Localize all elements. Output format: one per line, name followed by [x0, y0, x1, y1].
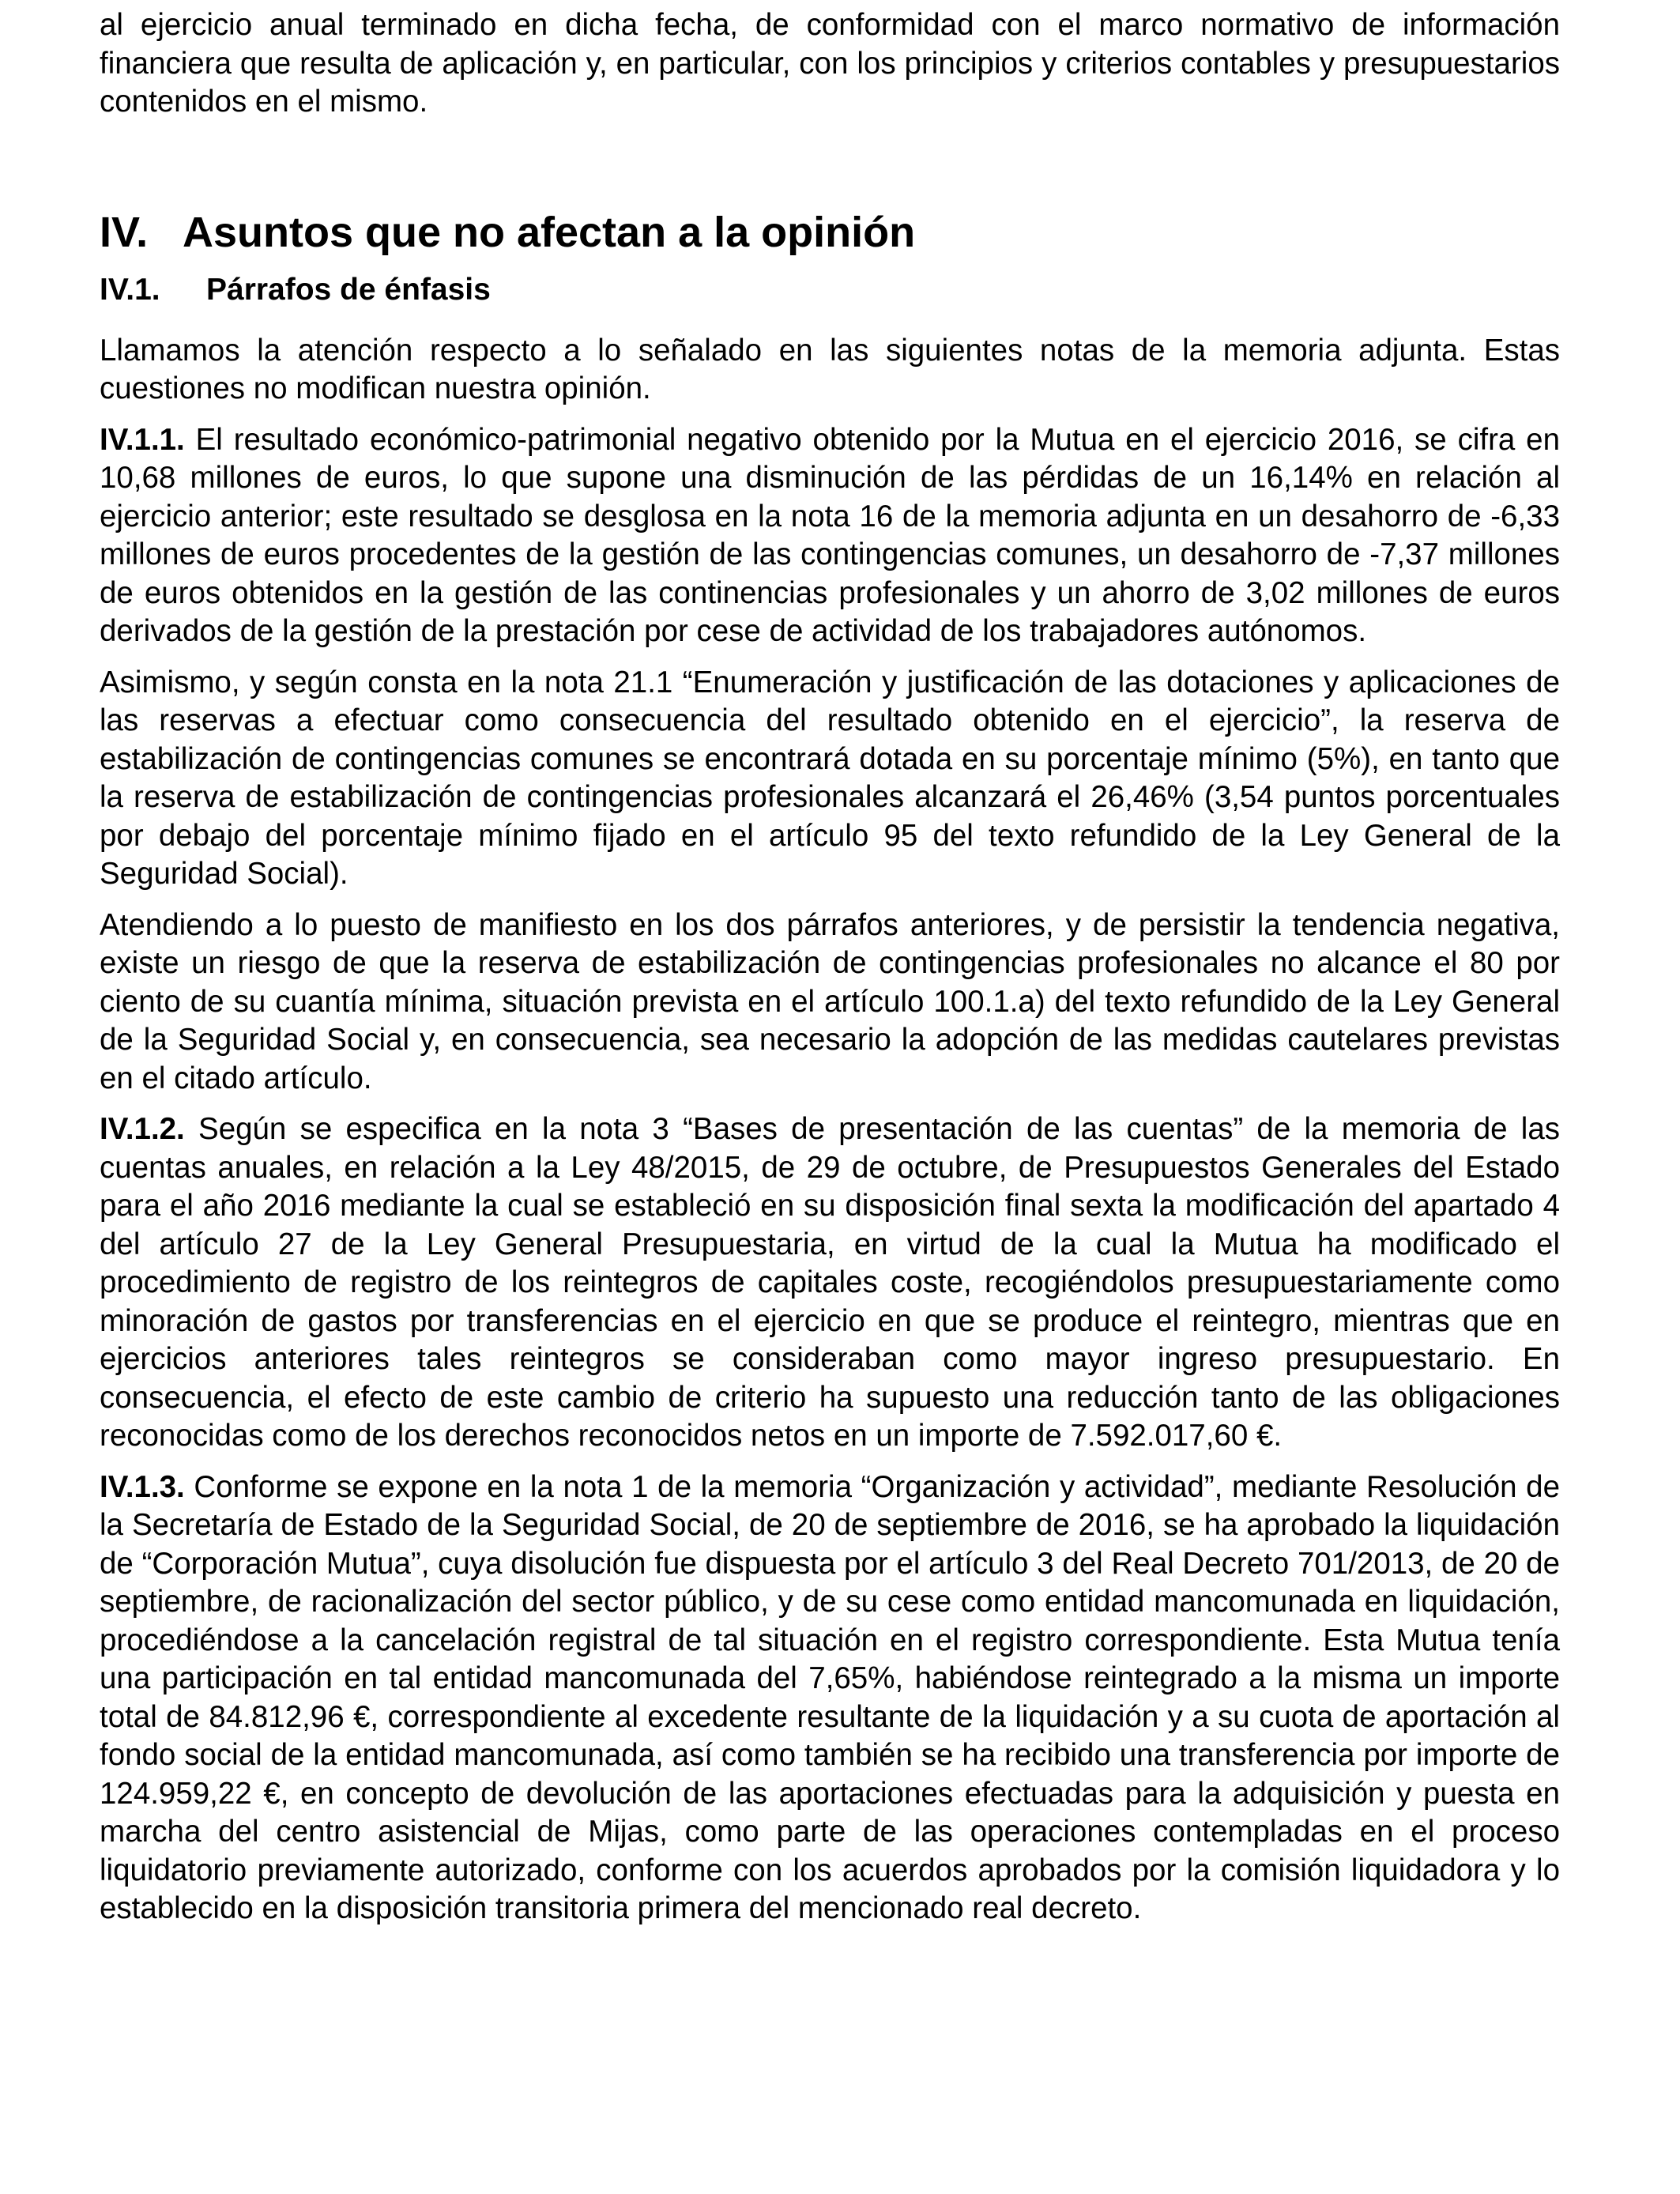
section-number: IV.: [100, 208, 149, 256]
subsection-number: IV.1.: [100, 272, 160, 307]
paragraph-iv-1-3: [100, 1468, 1560, 1928]
paragraph-asimismo: Asimismo, y según consta en la nota 21.1 “Enumeración y justificación de las dotaciones y aplicaciones de las reservas a efectuar como consecuencia del resultado obtenido en el ejercicio”, la reserva de estabilización de contingencias comunes se encontrará dotada en su porcentaje mínimo (5%), en tanto que la reserva de estabilización de contingencias profesionales alcanzará el 26,46% (3,54 puntos porcentuales por debajo del porcentaje mínimo fijado en el artículo 95 del texto refundido de la Ley General de la Seguridad Social).: [100, 665, 1560, 891]
paragraph-iv-1-1: [100, 421, 1560, 651]
paragraph-label: IV.1.2.: [100, 1112, 185, 1146]
paragraph-text: Según se especifica en la nota 3 “Bases de presentación de las cuentas” de la memoria de las cuentas anuales, en relación a la Ley 48/2015, de 29 de octubre, de Presupuestos Generales del Estado para el año 2016 mediante la cual se estableció en su disposición final sexta la modificación del apartado 4 del artículo 27 de la Ley General Presupuestaria, en virtud de la cual la Mutua ha modificado el procedimiento de registro de los reintegros de capitales coste, recogiéndolos presupuestariamente como minoración de gastos por transferencias en el ejercicio en que se produce el reintegro, mientras que en ejercicios anteriores tales reintegros se consideraban como mayor ingreso presupuestario. En consecuencia, el efecto de este cambio de criterio ha supuesto una reducción tanto de las obligaciones reconocidas como de los derechos reconocidos netos en un importe de 7.592.017,60 €.: [100, 1112, 1560, 1453]
paragraph-iv-1-2: [100, 1110, 1560, 1456]
paragraph-label: IV.1.3.: [100, 1469, 185, 1504]
subsection-heading: [100, 270, 1560, 310]
section-heading: [100, 207, 1560, 258]
paragraph-text: El resultado económico-patrimonial negativo obtenido por la Mutua en el ejercicio 2016, se cifra en 10,68 millones de euros, lo que supone una disminución de las pérdidas de un 16,14% en relación al ejercicio anterior; este resultado se desglosa en la nota 16 de la memoria adjunta en un desahorro de -6,33 millones de euros procedentes de la gestión de las contingencias comunes, un desahorro de -7,37 millones de euros obtenidos en la gestión de las continencias profesionales y un ahorro de 3,02 millones de euros derivados de la gestión de la prestación por cese de actividad de los trabajadores autónomos.: [100, 422, 1560, 648]
intro-paragraph: Llamamos la atención respecto a lo señalado en las siguientes notas de la memoria adjunta. Estas cuestiones no modifican nuestra opinión.: [100, 333, 1560, 405]
section-title: Asuntos que no afectan a la opinión: [183, 208, 916, 256]
paragraph-text: Conforme se expone en la nota 1 de la memoria “Organización y actividad”, mediante Resolución de la Secretaría de Estado de la Seguridad Social, de 20 de septiembre de 2016, se ha aprobado la liquidación de “Corporación Mutua”, cuya disolución fue dispuesta por el artículo 3 del Real Decreto 701/2013, de 20 de septiembre, de racionalización del sector público, y de su cese como entidad mancomunada en liquidación, procediéndose a la cancelación registral de tal situación en el registro correspondiente. Esta Mutua tenía una participación en tal entidad mancomunada del 7,65%, habiéndose reintegrado a la misma un importe total de 84.812,96 €, correspondiente al excedente resultante de la liquidación y a su cuota de aportación al fondo social de la entidad mancomunada, así como también se ha recibido una transferencia por importe de 124.959,22 €, en concepto de devolución de las aportaciones efectuadas para la adquisición y puesta en marcha del centro asistencial de Mijas, como parte de las operaciones contempladas en el proceso liquidatorio previamente autorizado, conforme con los acuerdos aprobados por la comisión liquidadora y lo establecido en la disposición transitoria primera del mencionado real decreto.: [100, 1469, 1560, 1925]
paragraph-label: IV.1.1.: [100, 422, 185, 457]
subsection-title: Párrafos de énfasis: [206, 272, 491, 307]
document-page: [100, 6, 1560, 1928]
top-paragraph: al ejercicio anual terminado en dicha fecha, de conformidad con el marco normativo de información financiera que resulta de aplicación y, en particular, con los principios y criterios contables y presupuestarios contenidos en el mismo.: [100, 8, 1560, 119]
paragraph-atendiendo: Atendiendo a lo puesto de manifiesto en los dos párrafos anteriores, y de persistir la tendencia negativa, existe un riesgo de que la reserva de estabilización de contingencias profesionales no alcance el 80 por ciento de su cuantía mínima, situación prevista en el artículo 100.1.a) del texto refundido de la Ley General de la Seguridad Social y, en consecuencia, sea necesario la adopción de las medidas cautelares previstas en el citado artículo.: [100, 907, 1560, 1095]
